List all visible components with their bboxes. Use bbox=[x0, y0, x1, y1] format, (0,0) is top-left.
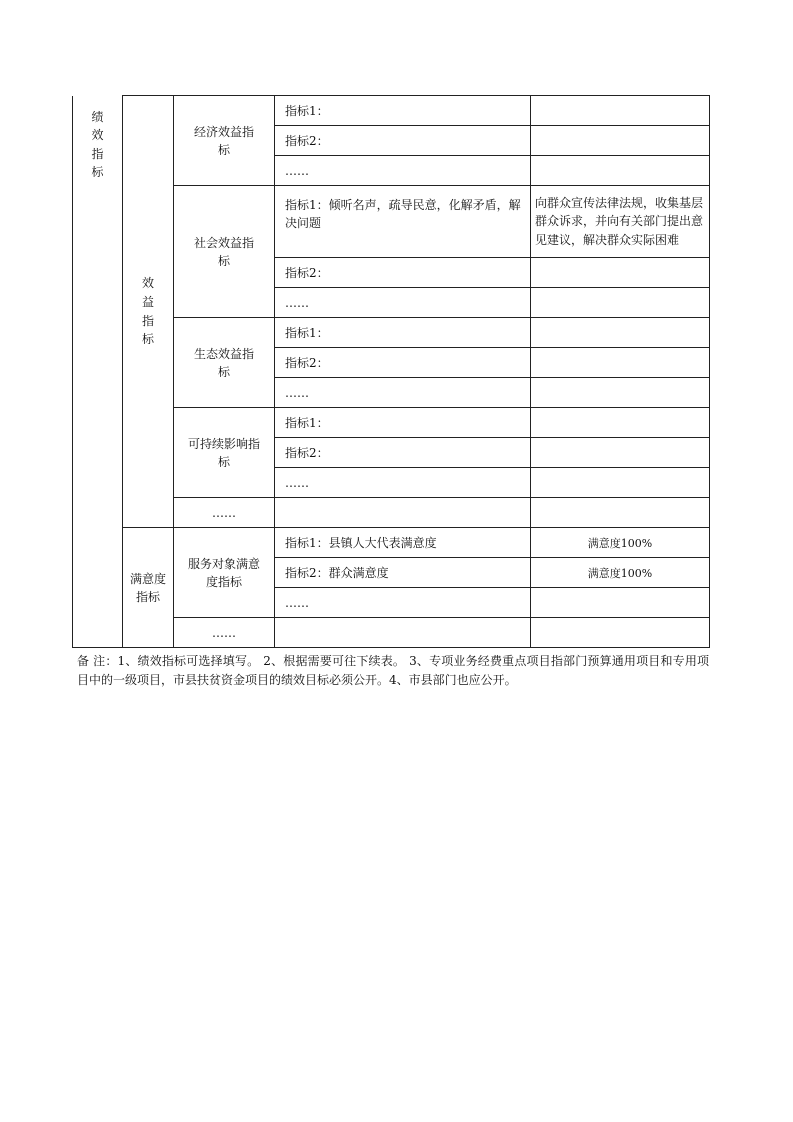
indicator-cell: …… bbox=[275, 378, 531, 408]
empty-cell bbox=[531, 498, 710, 528]
value-cell bbox=[531, 96, 710, 126]
social-benefit-cell bbox=[174, 186, 275, 318]
indicator-cell: …… bbox=[275, 588, 531, 618]
value-cell: 向群众宣传法律法规，收集基层群众诉求，并向有关部门提出意见建议，解决群众实际困难 bbox=[531, 186, 710, 258]
empty-cell bbox=[531, 618, 710, 648]
value-cell bbox=[531, 408, 710, 438]
performance-indicator-table bbox=[72, 95, 710, 648]
indicator-cell: 指标2： bbox=[275, 126, 531, 156]
value-cell bbox=[531, 258, 710, 288]
sustainable-impact-cell bbox=[174, 408, 275, 498]
service-satisfaction-label: 服务对象满意度指标 bbox=[188, 556, 261, 589]
social-benefit-label: 社会效益指标 bbox=[194, 235, 255, 268]
value-cell bbox=[531, 588, 710, 618]
value-cell bbox=[531, 378, 710, 408]
value-cell bbox=[531, 348, 710, 378]
benefit-more-cell: …… bbox=[174, 498, 275, 528]
benefit-indicator-label: 效益指标 bbox=[141, 276, 154, 347]
empty-cell bbox=[275, 618, 531, 648]
indicator-cell: …… bbox=[275, 156, 531, 186]
indicator-cell: 指标2： bbox=[275, 438, 531, 468]
table-row bbox=[73, 96, 710, 126]
ecological-benefit-label: 生态效益指标 bbox=[194, 346, 255, 379]
value-cell bbox=[531, 318, 710, 348]
value-cell bbox=[531, 468, 710, 498]
indicator-cell: …… bbox=[275, 468, 531, 498]
footnote: 备 注：1、绩效指标可选择填写。 2、根据需要可往下续表。 3、专项业务经费重点项目指部门预算通用项目和专用项目中的一级项目，市县扶贫资金项目的绩效目标必须公开。4、市县部门也应公开。 bbox=[77, 654, 709, 688]
indicator-cell: 指标1： bbox=[275, 318, 531, 348]
sustainable-impact-label: 可持续影响指标 bbox=[188, 436, 261, 469]
value-cell bbox=[531, 126, 710, 156]
indicator-cell: 指标2： bbox=[275, 258, 531, 288]
economic-benefit-cell bbox=[174, 96, 275, 186]
satisfaction-more-cell: …… bbox=[174, 618, 275, 648]
indicator-cell: …… bbox=[275, 288, 531, 318]
satisfaction-indicator-cell bbox=[123, 528, 174, 648]
service-satisfaction-cell bbox=[174, 528, 275, 618]
value-cell bbox=[531, 288, 710, 318]
value-cell: 满意度100% bbox=[531, 558, 710, 588]
table-row bbox=[73, 528, 710, 558]
benefit-indicator-cell bbox=[123, 96, 174, 528]
value-cell bbox=[531, 156, 710, 186]
economic-benefit-label: 经济效益指标 bbox=[194, 124, 255, 157]
indicator-cell: 指标2： bbox=[275, 348, 531, 378]
value-cell bbox=[531, 438, 710, 468]
empty-cell bbox=[275, 498, 531, 528]
indicator-cell: 指标1：倾听名声，疏导民意，化解矛盾，解决问题 bbox=[275, 186, 531, 258]
indicator-cell: 指标2：群众满意度 bbox=[275, 558, 531, 588]
indicator-cell: 指标1： bbox=[275, 408, 531, 438]
ecological-benefit-cell bbox=[174, 318, 275, 408]
indicator-cell: 指标1： bbox=[275, 96, 531, 126]
level1-cell bbox=[73, 96, 123, 648]
level1-label: 绩效指标 bbox=[91, 109, 104, 180]
satisfaction-indicator-label: 满意度指标 bbox=[130, 571, 167, 604]
value-cell: 满意度100% bbox=[531, 528, 710, 558]
indicator-cell: 指标1：县镇人大代表满意度 bbox=[275, 528, 531, 558]
